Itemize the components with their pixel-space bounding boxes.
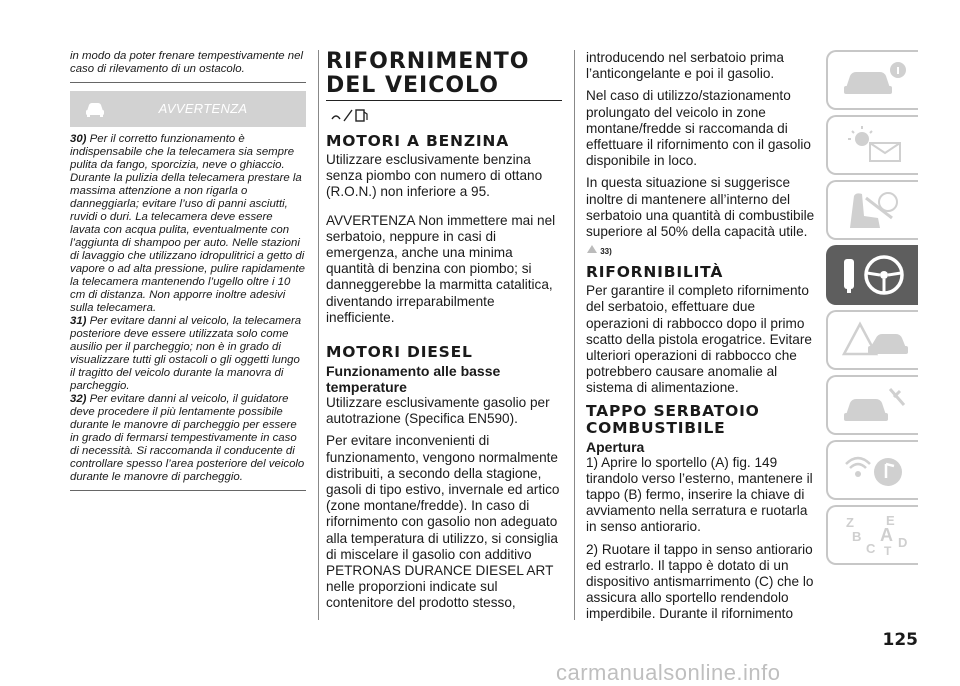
warning-notes (70, 127, 306, 491)
paragraph: 1) Aprire lo sportello (A) fig. 149 tirandolo verso l’esterno, mantenere il tappo (B) fermo, inserire la chiave di avviamento nella serratura e ruotarla in senso antiorario. (586, 454, 813, 535)
fuel-pump-icon (330, 107, 370, 123)
index-letter: E (886, 513, 895, 528)
subheading-apertura: Apertura (586, 438, 645, 455)
heading-diesel: MOTORI DIESEL (326, 343, 473, 362)
multimedia-icon (840, 448, 910, 492)
tab-seat-safety[interactable] (826, 180, 918, 240)
section-title: RIFORNIMENTO DEL VEICOLO (326, 49, 530, 98)
index-letter: D (898, 535, 908, 550)
warning-lights-icon (840, 123, 910, 167)
note-text: Per evitare danni al veicolo, il guidatore deve procedere il più lentamente possibile durante le manovre di parcheggio per essere in grado di fermarsi tempestivamente in caso di necessità. Si raccomanda il conducente di controllare spesso l’area posteriore del veicolo durante le manovre di parcheggio. (70, 393, 305, 483)
paragraph: AVVERTENZA Non immettere mai nel serbatoio, neppure in casi di emergenza, anche una minima quantità di benzina con piombo; si danneggerebbe la marmitta catalitica, diventando irreparabilmente inefficiente. (326, 212, 556, 325)
warning-reference (586, 244, 818, 256)
note-number: 31) (70, 315, 87, 327)
column-divider (318, 50, 319, 620)
tab-index[interactable] (826, 505, 918, 565)
note-text: Per il corretto funzionamento è indispensabile che la telecamera sia sempre pulita da fango, sporcizia, neve o ghiaccio. Durante la pulizia della telecamera prestare la massima attenzione a non rigarla o danneggiarla; evitare l’uso di panni asciutti, ruvidi o duri. La telecamera deve essere lavata con acqua pulita, eventualmente con l’aggiunta di shampoo per auto. Nelle stazioni di lavaggio che utilizzano idropulitrici a getto di vapore o ad alta pressione, pulire rapidamente la telecamera mantenendo l’ugello oltre i 10 cm di distanza. Non apporre inoltre adesivi sulla telecamera. (70, 133, 305, 314)
paragraph: Per garantire il completo rifornimento del serbatoio, effettuare due operazioni di rabbocco dopo il primo scatto della pistola erogatrice. Evitare ulteriori operazioni di rabbocco che potrebbero causare anomalie al sistema di alimentazione. (586, 283, 812, 396)
index-icon (840, 513, 910, 557)
warning-title: AVVERTENZA (158, 101, 248, 116)
index-letter: B (852, 529, 862, 544)
index-letter: C (866, 541, 876, 556)
tab-maintenance[interactable] (826, 375, 918, 435)
tab-warning-lights[interactable] (826, 115, 918, 175)
title-rule (326, 100, 562, 101)
column-1 (70, 50, 306, 491)
column-2 (326, 50, 562, 618)
warning-header (70, 91, 306, 127)
note-30 (70, 133, 306, 315)
note-31 (70, 315, 306, 393)
chapter-tabs (826, 50, 918, 570)
heading-rifornibilita: RIFORNIBILITÀ (586, 263, 724, 282)
paragraph: Nel caso di utilizzo/stazionamento prolungato del veicolo in zone montane/fredde si raccomanda di effettuare il rifornimento con il gasolio disponibile in loco. (586, 88, 811, 169)
reference-number: 33) (600, 247, 612, 257)
paragraph: In questa situazione si suggerisce inoltre di mantenere all’interno del serbatoio una quantità di combustibile superiore al 50% della capacità utile. (586, 175, 815, 240)
tab-car-info[interactable] (826, 50, 918, 110)
index-letter: A (880, 525, 893, 545)
paragraph: Utilizzare esclusivamente gasolio per autotrazione (Specifica EN590). (326, 395, 550, 427)
emergency-icon (840, 318, 910, 362)
paragraph: 2) Ruotare il tappo in senso antiorario ed estrarlo. Il tappo è dotato di un dispositivo antismarrimento (C) che lo assicura allo sportello rendendolo imperdibile. Durante il rifornimento (586, 541, 814, 622)
column-divider (574, 50, 575, 620)
note-text: Per evitare danni al veicolo, la telecamera posteriore deve essere utilizzata solo come ausilio per il parcheggio; non è in grado di visualizzare tutti gli ostacoli o gli oggetti lungo il tragitto del veicolo durante la manovra di parcheggio. (70, 315, 302, 392)
maintenance-icon (840, 383, 910, 427)
seat-safety-icon (840, 188, 910, 232)
note-number: 30) (70, 133, 87, 145)
car-info-icon (840, 58, 910, 102)
intro-text: in modo da poter frenare tempestivamente nel caso di rilevamento di un ostacolo. (70, 50, 306, 83)
watermark: carmanualsonline.info (556, 660, 781, 685)
paragraph: Per evitare inconvenienti di funzionamento, vengono normalmente distribuiti, a secondo della stagione, gasoli di tipo estivo, invernale ed artico (zone montane/fredde). In caso di rifornimento con gasolio non adeguato alla temperatura di utilizzo, si consiglia di miscelare il gasolio con additivo PETRONAS DURANCE DIESEL ART nelle proporzioni indicate sul contenitore del prodotto stesso, (326, 433, 560, 611)
column-3 (586, 50, 818, 629)
subheading-low-temp: Funzionamento alle basse temperature (326, 363, 501, 396)
heading-tappo: TAPPO SERBATOIO COMBUSTIBILE (586, 401, 760, 437)
note-number: 32) (70, 393, 87, 405)
index-letter: Z (846, 515, 854, 530)
tab-multimedia[interactable] (826, 440, 918, 500)
page-number: 125 (882, 630, 918, 650)
tab-emergency[interactable] (826, 310, 918, 370)
warning-triangle-icon (586, 244, 598, 254)
tab-key-steering[interactable] (826, 245, 918, 305)
paragraph: introducendo nel serbatoio prima l’anticongelante e poi il gasolio. (586, 50, 784, 82)
key-steering-icon (840, 253, 910, 297)
fuel-type-icons (330, 107, 562, 125)
note-32 (70, 393, 306, 484)
index-letter: T (884, 544, 892, 557)
paragraph: Utilizzare esclusivamente benzina senza piombo con numero di ottano (R.O.N.) non inferiore a 95. (326, 152, 543, 200)
heading-benzina: MOTORI A BENZINA (326, 132, 509, 150)
